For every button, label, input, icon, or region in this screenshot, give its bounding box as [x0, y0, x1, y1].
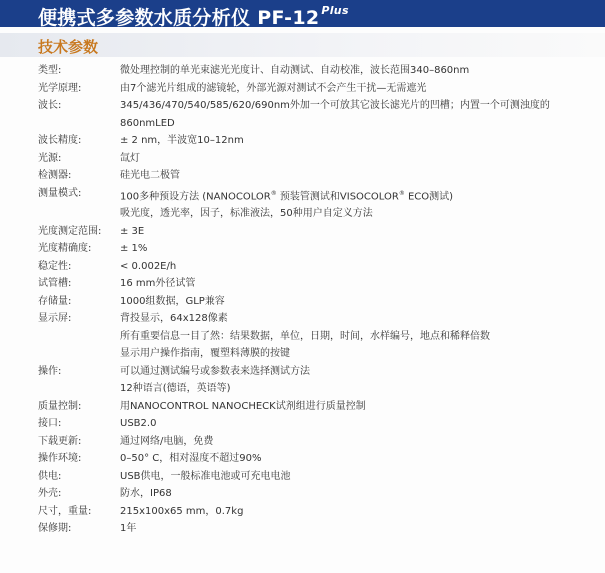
spec-values: [120, 167, 598, 185]
spec-value-line: 1年: [120, 523, 137, 535]
spec-label: 显示屏:: [38, 313, 72, 325]
spec-label: 质量控制:: [38, 400, 82, 412]
spec-values: [120, 132, 598, 150]
spec-values: [120, 363, 598, 398]
spec-values: [120, 62, 598, 80]
spec-value-line: 345/436/470/540/585/620/690nm外加一个可放其它波长滤光片的凹槽；内置一个可测浊度的: [120, 100, 550, 111]
spec-label: 波长精度:: [38, 135, 82, 146]
spec-row: [38, 258, 598, 276]
spec-values: [120, 150, 598, 168]
spec-values: [120, 258, 598, 276]
spec-values: [120, 485, 598, 503]
spec-value-line: 通过网络/电脑，免费: [120, 435, 214, 447]
spec-label: 操作:: [38, 365, 62, 377]
spec-label: 接口:: [38, 418, 62, 430]
spec-value-line: 氙灯: [120, 152, 140, 164]
spec-values: [120, 223, 598, 241]
spec-row: [38, 398, 598, 416]
spec-row: [38, 132, 598, 150]
page-title-text: 便携式多参数水质分析仪 PF-12: [38, 7, 320, 29]
spec-label: 下载更新:: [38, 435, 82, 447]
spec-row: [38, 415, 598, 433]
spec-value-line: 860nmLED: [120, 117, 175, 129]
title-superscript: Plus: [321, 3, 349, 17]
spec-values: [120, 450, 598, 468]
page-title: [38, 3, 349, 30]
spec-row: [38, 293, 598, 311]
spec-values: [120, 433, 598, 451]
spec-values: [120, 398, 598, 416]
spec-row: [38, 62, 598, 80]
spec-row: [38, 97, 598, 132]
spec-label: 外壳:: [38, 488, 62, 500]
spec-list: [38, 62, 598, 538]
spec-values: [120, 415, 598, 433]
spec-label: 存储量:: [38, 295, 72, 307]
spec-value-line: 16 mm外径试管: [120, 278, 196, 290]
spec-label: 光度测定范围:: [38, 225, 102, 237]
spec-value-line: 背投显示，64x128像素: [120, 313, 228, 325]
section-header: [0, 33, 605, 57]
spec-label: 光源:: [38, 152, 62, 164]
spec-values: [120, 468, 598, 486]
spec-row: [38, 150, 598, 168]
spec-label: 检测器:: [38, 170, 72, 181]
spec-values: [120, 275, 598, 293]
spec-value-line: 215x100x65 mm，0.7kg: [120, 505, 244, 517]
spec-values: [120, 97, 598, 132]
spec-values: [120, 185, 598, 223]
spec-row: [38, 275, 598, 293]
spec-value-line: 吸光度，透光率，因子，标准液法，50种用户自定义方法: [120, 208, 373, 220]
spec-value-line: 显示用户操作指南，覆塑料薄膜的按键: [120, 348, 290, 360]
spec-values: [120, 310, 598, 363]
spec-row: [38, 223, 598, 241]
spec-value-line: 0–50° C，相对湿度不超过90%: [120, 453, 262, 465]
spec-value-line: 100多种预设方法 (NANOCOLOR® 预装管测试和VISOCOLOR® ECO测试): [120, 189, 454, 202]
spec-label: 光学原理:: [38, 82, 82, 94]
spec-row: [38, 520, 598, 538]
spec-label: 测量模式:: [38, 187, 82, 199]
spec-value-line: ± 3E: [120, 225, 145, 237]
spec-value-line: ± 1%: [120, 243, 148, 255]
spec-row: [38, 433, 598, 451]
spec-value-line: < 0.002E/h: [120, 260, 177, 272]
section-title: 技术参数: [38, 38, 99, 56]
spec-label: 稳定性:: [38, 260, 72, 272]
spec-row: [38, 468, 598, 486]
spec-value-line: 用NANOCONTROL NANOCHECK试剂组进行质量控制: [120, 400, 366, 412]
spec-row: [38, 310, 598, 363]
spec-row: [38, 80, 598, 98]
spec-label: 波长:: [38, 100, 62, 111]
spec-value-line: 硅光电二极管: [120, 170, 180, 181]
spec-value-line: USB供电，一般标准电池或可充电电池: [120, 470, 291, 482]
spec-row: [38, 450, 598, 468]
spec-value-line: 12种语言(德语，英语等): [120, 383, 231, 395]
spec-row: [38, 485, 598, 503]
title-bar: [0, 0, 605, 27]
spec-row: [38, 363, 598, 398]
spec-value-line: 防水，IP68: [120, 488, 172, 500]
spec-row: [38, 185, 598, 223]
spec-value-line: 由7个滤光片组成的滤镜轮，外部光源对测试不会产生干扰—无需遮光: [120, 82, 427, 94]
spec-row: [38, 167, 598, 185]
spec-value-line: ± 2 nm，半波宽10–12nm: [120, 135, 244, 146]
spec-values: [120, 293, 598, 311]
spec-value-line: 所有重要信息一目了然：结果数据，单位，日期，时间，水样编号，地点和稀释倍数: [120, 330, 490, 342]
spec-label: 试管槽:: [38, 278, 72, 290]
spec-label: 保修期:: [38, 523, 72, 535]
spec-values: [120, 240, 598, 258]
spec-value-line: 可以通过测试编号或参数表来选择测试方法: [120, 365, 310, 377]
spec-label: 光度精确度:: [38, 243, 92, 255]
spec-label: 操作环境:: [38, 453, 82, 465]
spec-values: [120, 80, 598, 98]
spec-value-line: 微处理控制的单光束滤光光度计、自动测试、自动校准，波长范围340–860nm: [120, 65, 470, 76]
spec-label: 类型:: [38, 65, 62, 76]
spec-label: 供电:: [38, 470, 62, 482]
spec-row: [38, 240, 598, 258]
spec-values: [120, 503, 598, 521]
spec-value-line: 1000组数据，GLP兼容: [120, 295, 225, 307]
spec-values: [120, 520, 598, 538]
spec-label: 尺寸，重量:: [38, 505, 92, 517]
spec-value-line: USB2.0: [120, 418, 157, 430]
spec-row: [38, 503, 598, 521]
